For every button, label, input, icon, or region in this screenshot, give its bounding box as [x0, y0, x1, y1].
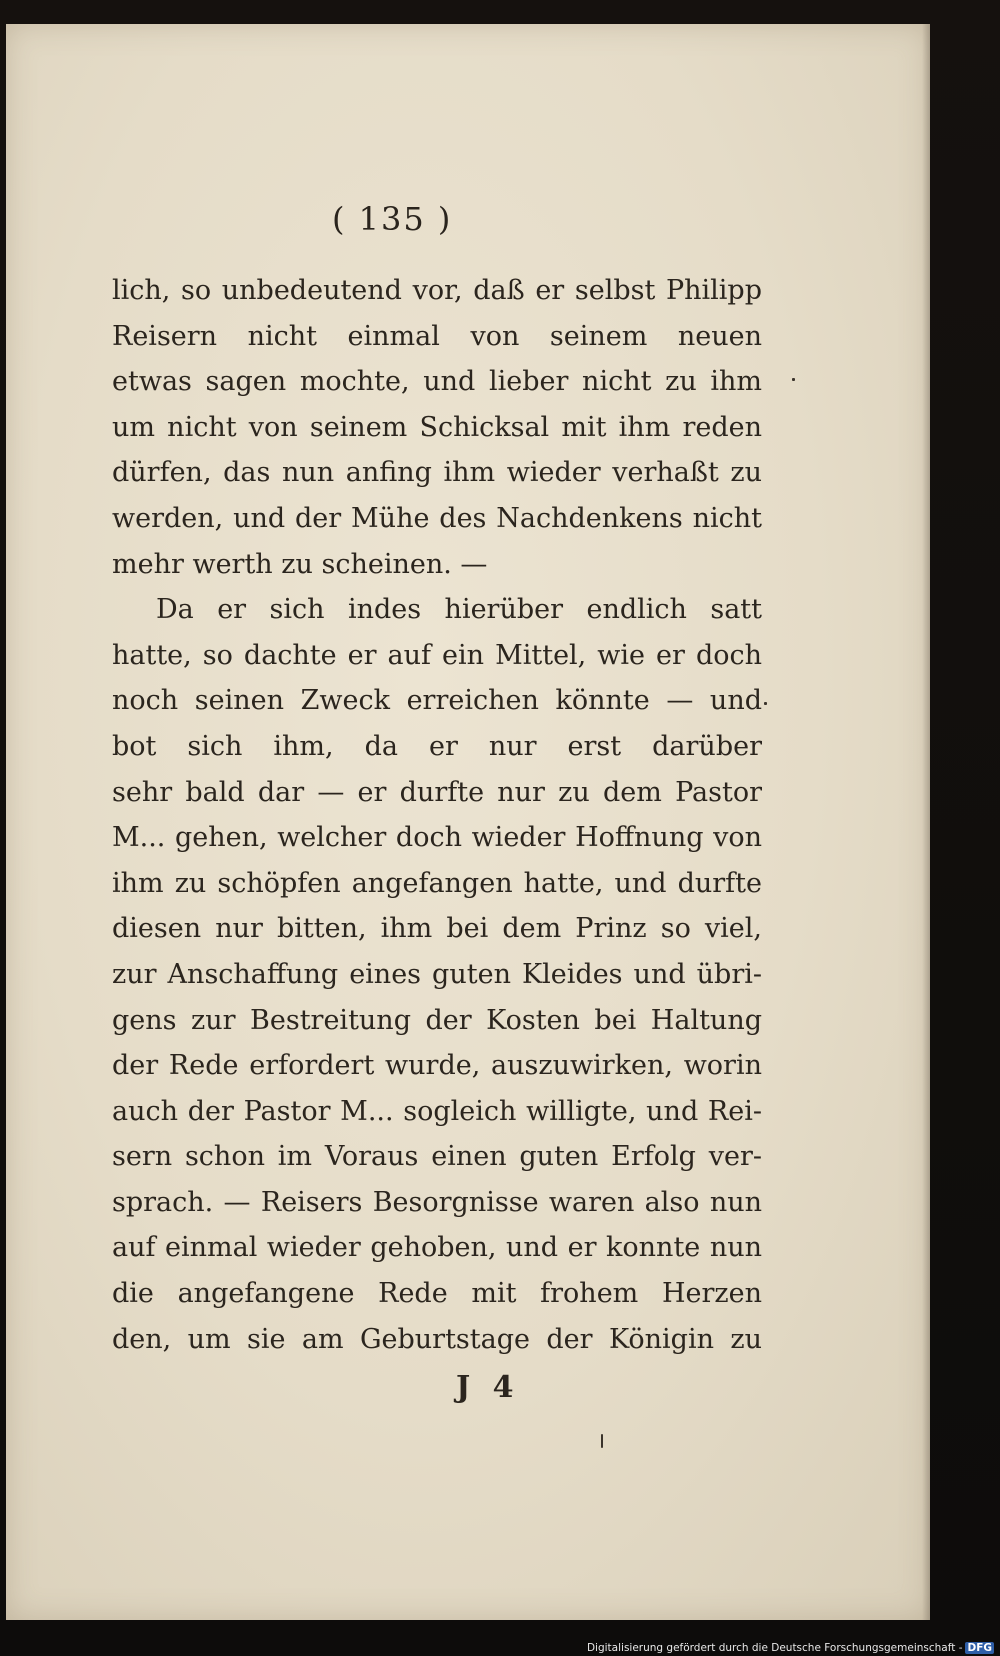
text-line: ihm zu schöpfen angefangen hatte, und durfte: [112, 867, 762, 899]
text-line: sprach. — Reisers Besorgnisse waren also nun: [112, 1186, 762, 1218]
paper-speck: [601, 1434, 603, 1448]
dfg-logo: DFG: [967, 1642, 992, 1654]
text-line: der Rede erfordert wurde, auszuwirken, worin: [112, 1050, 762, 1082]
funding-credit: [587, 1642, 994, 1654]
text-line: die angefangene Rede mit frohem Herzen: [112, 1278, 762, 1310]
text-line: sehr bald dar — er durfte nur zu dem Pastor: [112, 776, 762, 808]
text-line: hatte, so dachte er auf ein Mittel, wie er doch: [112, 639, 762, 671]
text-line: lich, so unbedeutend vor, daß er selbst Philipp: [112, 275, 762, 306]
text-line: Da er sich indes hierüber endlich satt: [156, 594, 762, 626]
text-line: Reisern nicht einmal von seinem neuen: [112, 320, 762, 352]
text-line: werden, und der Mühe des Nachdenkens nicht: [112, 502, 762, 534]
text-line: auf einmal wieder gehoben, und er konnte nun: [112, 1232, 762, 1264]
footer-bar: [0, 1638, 1000, 1656]
credit-text: Digitalisierung gefördert durch die Deutsche Forschungsgemeinschaft -: [586, 1642, 963, 1654]
catchword: J 4: [456, 1370, 520, 1405]
text-line: den, um sie am Geburtstage der Königin zu: [112, 1323, 762, 1355]
text-line: diesen nur bitten, ihm bei dem Prinz so viel,: [112, 913, 762, 945]
text-line: mehr werth zu scheinen. —: [112, 548, 488, 580]
body-text: [112, 268, 762, 1362]
paper-speck: [792, 378, 795, 381]
text-line: dürfen, das nun anfing ihm wieder verhaßt zu: [112, 457, 762, 489]
text-line: etwas sagen mochte, und lieber nicht zu ihm: [112, 366, 762, 398]
text-line: M... gehen, welcher doch wieder Hoffnung von: [112, 822, 762, 854]
paper-speck: [764, 702, 767, 705]
text-line: gens zur Bestreitung der Kosten bei Haltung: [112, 1004, 762, 1036]
text-line: auch der Pastor M... sogleich willigte, und Rei-: [112, 1095, 762, 1127]
text-line: bot sich ihm, da er nur erst darüber: [112, 730, 762, 762]
text-line: sern schon im Voraus einen guten Erfolg ver-: [112, 1141, 762, 1173]
page-edge-shadow: [922, 24, 930, 1620]
text-line: zur Anschaffung eines guten Kleides und übri-: [112, 958, 762, 990]
book-page: [6, 24, 930, 1620]
text-line: noch seinen Zweck erreichen könnte — und: [112, 685, 762, 717]
text-line: um nicht von seinem Schicksal mit ihm reden: [112, 411, 762, 443]
page-number: ( 135 ): [332, 200, 453, 238]
